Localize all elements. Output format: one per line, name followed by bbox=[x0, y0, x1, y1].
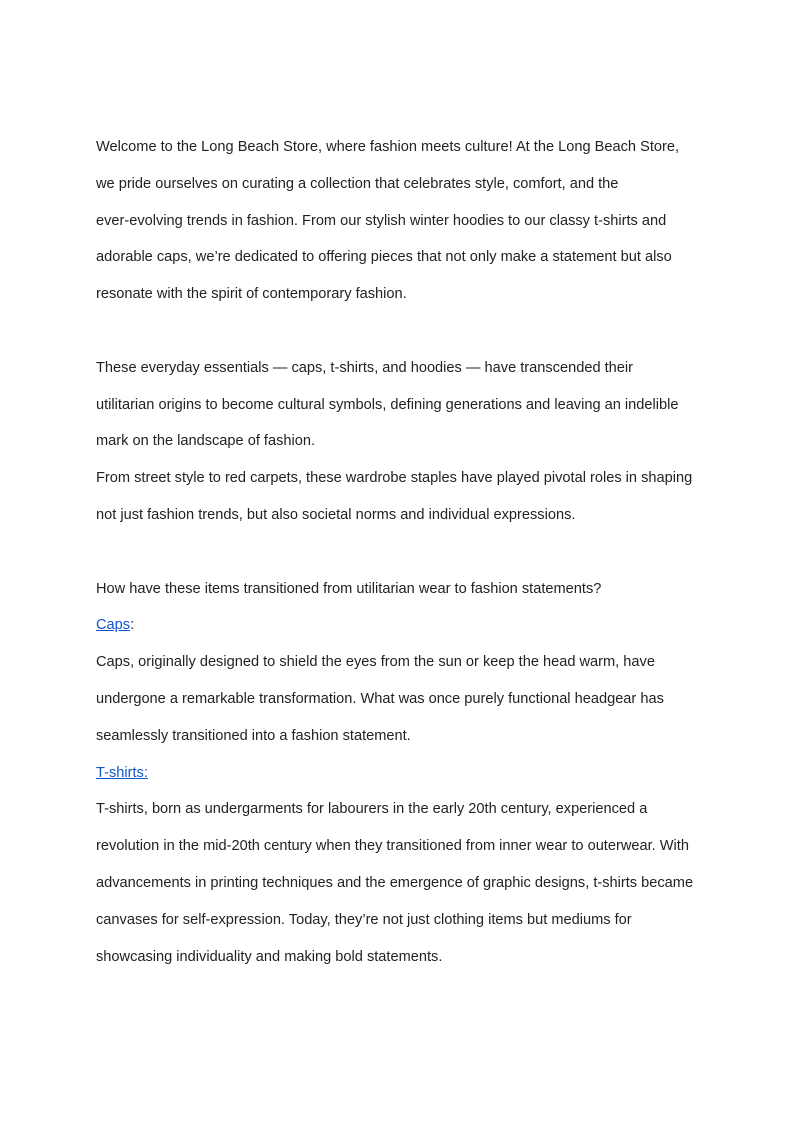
paragraph-line: not just fashion trends, but also societal norms and individual expressions. bbox=[96, 506, 576, 523]
paragraph-line: These everyday essentials — caps, t-shirts, and hoodies — have transcended their bbox=[96, 359, 634, 376]
essentials-paragraph bbox=[96, 357, 706, 541]
tshirts-heading bbox=[96, 762, 706, 799]
paragraph-line: we pride ourselves on curating a collection that celebrates style, comfort, and the bbox=[96, 175, 619, 192]
paragraph-line: revolution in the mid-20th century when they transitioned from inner wear to outerwear. With bbox=[96, 838, 689, 855]
paragraph-line: undergone a remarkable transformation. What was once purely functional headgear has bbox=[96, 690, 664, 707]
paragraph-line: advancements in printing techniques and the emergence of graphic designs, t-shirts became bbox=[96, 874, 694, 891]
paragraph-line: Caps, originally designed to shield the eyes from the sun or keep the head warm, have bbox=[96, 654, 655, 671]
paragraph-line: From street style to red carpets, these wardrobe staples have played pivotal roles in shaping bbox=[96, 470, 693, 487]
paragraph-line: T-shirts, born as undergarments for labourers in the early 20th century, experienced a bbox=[96, 801, 648, 818]
paragraph-line: seamlessly transitioned into a fashion statement. bbox=[96, 727, 411, 744]
paragraph-line: utilitarian origins to become cultural symbols, defining generations and leaving an indelible bbox=[96, 396, 679, 413]
paragraph-line: ever-evolving trends in fashion. From our stylish winter hoodies to our classy t-shirts and bbox=[96, 212, 667, 229]
spacer bbox=[96, 541, 706, 578]
tshirts-paragraph bbox=[96, 798, 706, 982]
caps-paragraph bbox=[96, 651, 706, 761]
caps-heading bbox=[96, 614, 706, 651]
spacer bbox=[96, 320, 706, 357]
paragraph-line: showcasing individuality and making bold statements. bbox=[96, 948, 443, 965]
intro-paragraph bbox=[96, 136, 706, 320]
paragraph-line: Welcome to the Long Beach Store, where fashion meets culture! At the Long Beach Store, bbox=[96, 139, 680, 155]
paragraph-line: mark on the landscape of fashion. bbox=[96, 433, 316, 450]
paragraph-line: resonate with the spirit of contemporary fashion. bbox=[96, 286, 407, 303]
tshirts-link[interactable]: T-shirts: bbox=[96, 764, 148, 781]
caps-heading-suffix: : bbox=[130, 617, 135, 634]
caps-link[interactable]: Caps bbox=[96, 617, 131, 634]
question-line: How have these items transitioned from utilitarian wear to fashion statements? bbox=[96, 580, 602, 597]
paragraph-line: adorable caps, we’re dedicated to offering pieces that not only make a statement but also bbox=[96, 249, 672, 266]
document-page bbox=[96, 136, 706, 982]
paragraph-line: canvases for self-expression. Today, they’re not just clothing items but mediums for bbox=[96, 911, 632, 928]
